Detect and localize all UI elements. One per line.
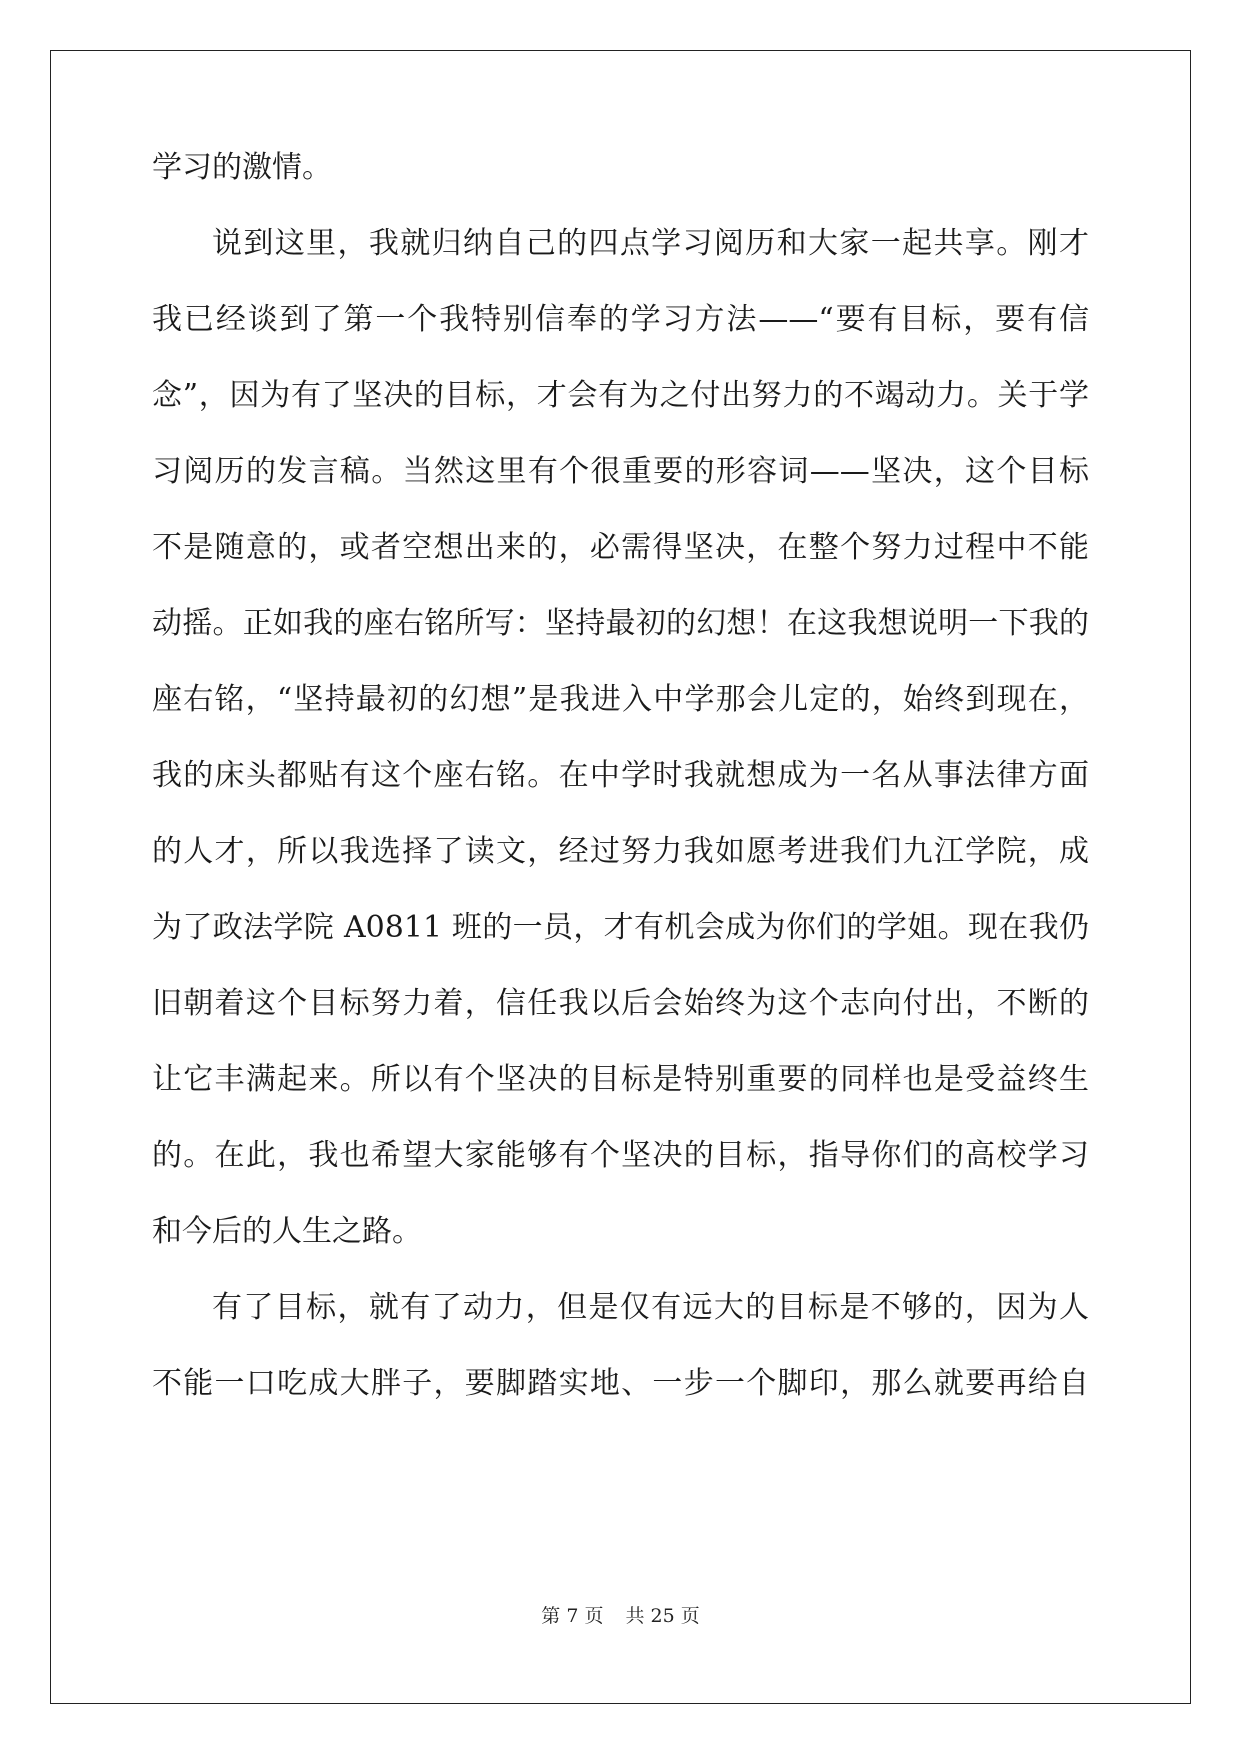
text-line: 为了政法学院 A0811 班的一员，才有机会成为你们的学姐。现在我仍 xyxy=(152,910,1089,945)
page-footer xyxy=(0,1604,1241,1628)
text-line: 不是随意的，或者空想出来的，必需得坚决，在整个努力过程中不能 xyxy=(152,530,1089,565)
text-line: 说到这里，我就归纳自己的四点学习阅历和大家一起共享。刚才 xyxy=(212,226,1089,261)
text-line: 学习的激情。 xyxy=(152,150,332,185)
page-number-total: 共 25 页 xyxy=(625,1605,700,1627)
page-number-current: 第 7 页 xyxy=(541,1605,604,1627)
text-line: 座右铭，“坚持最初的幻想”是我进入中学那会儿定的，始终到现在， xyxy=(152,682,1089,717)
text-line: 我已经谈到了第一个我特别信奉的学习方法——“要有目标，要有信 xyxy=(152,302,1089,337)
page-border xyxy=(50,50,1191,1704)
text-line: 让它丰满起来。所以有个坚决的目标是特别重要的同样也是受益终生 xyxy=(152,1062,1089,1097)
text-line: 旧朝着这个目标努力着，信任我以后会始终为这个志向付出，不断的 xyxy=(152,986,1089,1021)
text-line: 和今后的人生之路。 xyxy=(152,1214,422,1249)
text-line: 习阅历的发言稿。当然这里有个很重要的形容词——坚决，这个目标 xyxy=(152,454,1089,489)
text-line: 的。在此，我也希望大家能够有个坚决的目标，指导你们的高校学习 xyxy=(152,1138,1089,1173)
text-line: 动摇。正如我的座右铭所写：坚持最初的幻想！在这我想说明一下我的 xyxy=(152,606,1089,641)
text-line: 不能一口吃成大胖子，要脚踏实地、一步一个脚印，那么就要再给自 xyxy=(152,1366,1089,1401)
text-line: 有了目标，就有了动力，但是仅有远大的目标是不够的，因为人 xyxy=(212,1290,1089,1325)
text-line: 的人才，所以我选择了读文，经过努力我如愿考进我们九江学院，成 xyxy=(152,834,1089,869)
text-line: 我的床头都贴有这个座右铭。在中学时我就想成为一名从事法律方面 xyxy=(152,758,1089,793)
text-line: 念”，因为有了坚决的目标，才会有为之付出努力的不竭动力。关于学 xyxy=(152,378,1089,413)
